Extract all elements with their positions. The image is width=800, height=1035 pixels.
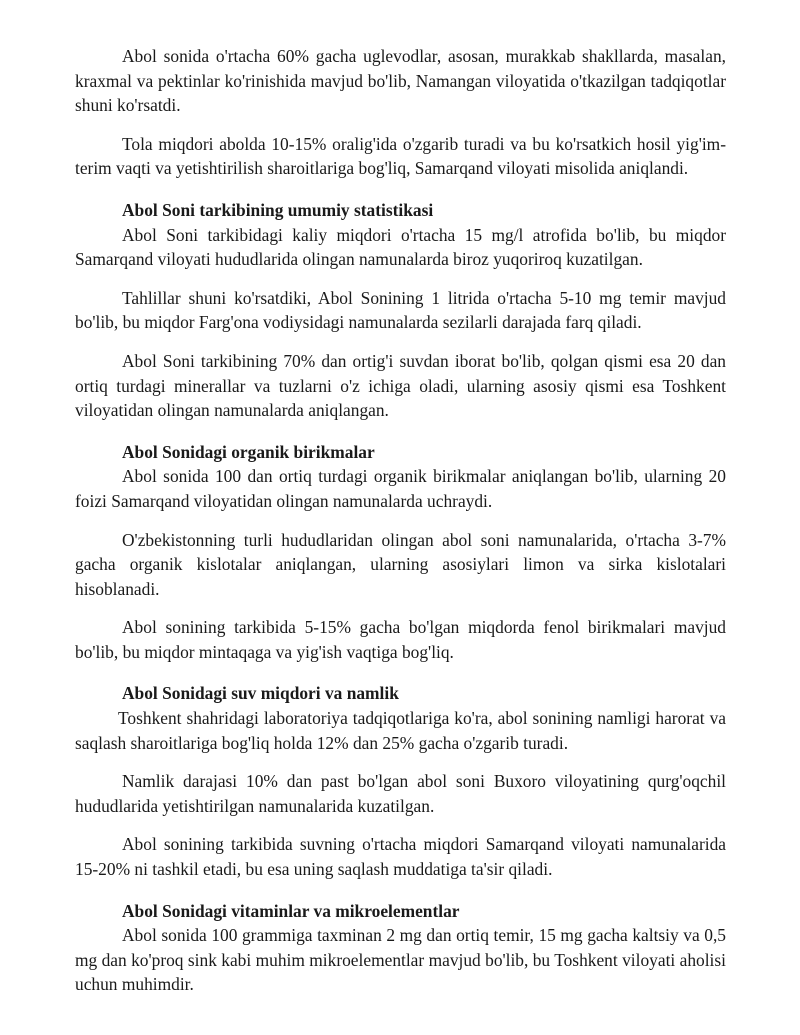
section-paragraph: Abol sonida 100 dan ortiq turdagi organik birikmalar aniqlangan bo'lib, ularning 20 foizi Samarqand viloyatidan olingan namunalarda uchraydi. (75, 466, 726, 511)
section-water-moisture (75, 681, 726, 881)
intro-paragraph-2: Tola miqdori abolda 10-15% oralig'ida o'zgarib turadi va bu ko'rsatkich hosil yig'im-terim vaqti va yetishtirilish sharoitlariga bog'liq, Samarqand viloyati misolida aniqlandi. (75, 133, 726, 179)
section-heading: Abol Sonidagi suv miqdori va namlik (122, 683, 399, 704)
section-paragraph: Abol sonida 100 grammiga taxminan 2 mg dan ortiq temir, 15 mg gacha kaltsiy va 0,5 mg dan ko'proq sink kabi muhim mikroelementlar mavjud bo'lib, bu Toshkent viloyati aholisi uchun muhimdir. (75, 925, 726, 995)
section-paragraph: Toshkent shahridagi laboratoriya tadqiqotlariga ko'ra, abol sonining namligi harorat va saqlash sharoitlariga bog'liq holda 12% dan 25% gacha o'zgarib turadi. (75, 708, 726, 753)
section-paragraph: Tahlillar shuni ko'rsatdiki, Abol Sonining 1 litrida o'rtacha 5-10 mg temir mavjud bo'lib, bu miqdor Farg'ona vodiysidagi namunalarda sezilarli darajada farq qiladi. (75, 287, 726, 333)
intro-paragraph-1: Abol sonida o'rtacha 60% gacha uglevodlar, asosan, murakkab shakllarda, masalan, kraxmal va pektinlar ko'rinishida mavjud bo'lib, Namangan viloyatida o'tkazilgan tadqiqotlar shuni ko'rsatdi. (75, 46, 726, 116)
section-paragraph: O'zbekistonning turli hududlaridan olingan abol soni namunalarida, o'rtacha 3-7% gacha organik kislotalar aniqlangan, ularning asosiylari limon va sirka kislotalari hisoblanadi. (75, 529, 726, 599)
section-heading: Abol Sonidagi vitaminlar va mikroelementlar (122, 900, 460, 921)
section-paragraph: Namlik darajasi 10% dan past bo'lgan abol soni Buxoro viloyatining qurg'oqchil hududlarida yetishtirilgan namunalarida kuzatilgan. (75, 771, 726, 816)
section-statistics (75, 198, 726, 423)
section-paragraph: Abol sonining tarkibida suvning o'rtacha miqdori Samarqand viloyati namunalarida 15-20% ni tashkil etadi, bu esa uning saqlash muddatiga ta'sir qiladi. (75, 834, 726, 880)
section-paragraph: Abol sonining tarkibida 5-15% gacha bo'lgan miqdorda fenol birikmalari mavjud bo'lib, bu miqdor mintaqaga va yig'ish vaqtiga bog'liq. (75, 617, 726, 662)
section-heading: Abol Soni tarkibining umumiy statistikasi (122, 199, 434, 220)
section-paragraph: Abol Soni tarkibining 70% dan ortig'i suvdan iborat bo'lib, qolgan qismi esa 20 dan ortiq turdagi minerallar va tuzlarni o'z ichiga oladi, ularning asosiy qismi esa Toshkent viloyatidan olingan namunalarda aniqlangan. (75, 350, 726, 421)
section-organic-compounds (75, 440, 726, 665)
section-vitamins-microelements (75, 899, 726, 997)
section-paragraph: Abol Soni tarkibidagi kaliy miqdori o'rtacha 15 mg/l atrofida bo'lib, bu miqdor Samarqand viloyati hududlarida olingan namunalarda biroz yuqoriroq kuzatilgan. (75, 224, 726, 270)
section-heading: Abol Sonidagi organik birikmalar (122, 441, 375, 462)
document-page (75, 44, 726, 997)
